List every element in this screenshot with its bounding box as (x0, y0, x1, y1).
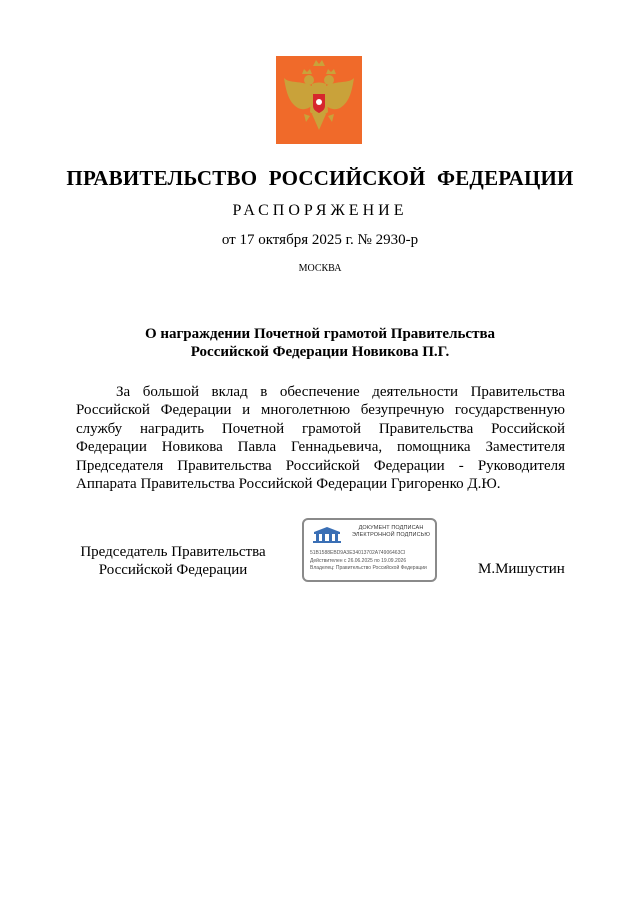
subject-line-1: О награждении Почетной грамотой Правительства (144, 326, 496, 342)
coat-of-arms-emblem (276, 56, 362, 144)
signer-position-line-2: Российской Федерации (98, 562, 248, 578)
signer-position (68, 543, 278, 579)
stamp-heading (348, 525, 434, 539)
document-subject (0, 325, 640, 361)
government-building-icon (310, 526, 344, 544)
government-title: ПРАВИТЕЛЬСТВО РОССИЙСКОЙ ФЕДЕРАЦИИ (66, 166, 574, 190)
coat-of-arms-icon (276, 56, 362, 144)
document-date-number: от 17 октября 2025 г. № 2930-р (221, 232, 419, 248)
stamp-certificate-serial: 51B1588EBD9A3E34013702A74906463CI (310, 550, 406, 556)
body-paragraph: За большой вклад в обеспечение деятельности Правительства Российской Федерации и многолетнюю безупречную государственную службу наградить Почетной грамотой Правительства Российской Федерации Новикова Павла Геннадьевича, помощника Заместителя Председателя Правительства Российской Федерации - Руководителя Аппарата Правительства Российской Федерации Григоренко Д.Ю. (76, 384, 565, 493)
electronic-signature-stamp (302, 518, 437, 582)
signer-name: М.Мишустин (478, 561, 565, 577)
stamp-heading-line-2: ЭЛЕКТРОННОЙ ПОДПИСЬЮ (351, 532, 431, 538)
document-city: МОСКВА (298, 263, 342, 274)
document-type: РАСПОРЯЖЕНИЕ (232, 202, 408, 219)
stamp-heading-line-1: ДОКУМЕНТ ПОДПИСАН (358, 525, 424, 531)
stamp-validity: Действителен с 26.06.2025 по 19.09.2026 (310, 558, 407, 564)
subject-line-2: Российской Федерации Новикова П.Г. (190, 344, 450, 360)
stamp-owner: Владелец: Правительство Российской Федерации (310, 565, 427, 571)
signer-position-line-1: Председатель Правительства (80, 544, 266, 560)
